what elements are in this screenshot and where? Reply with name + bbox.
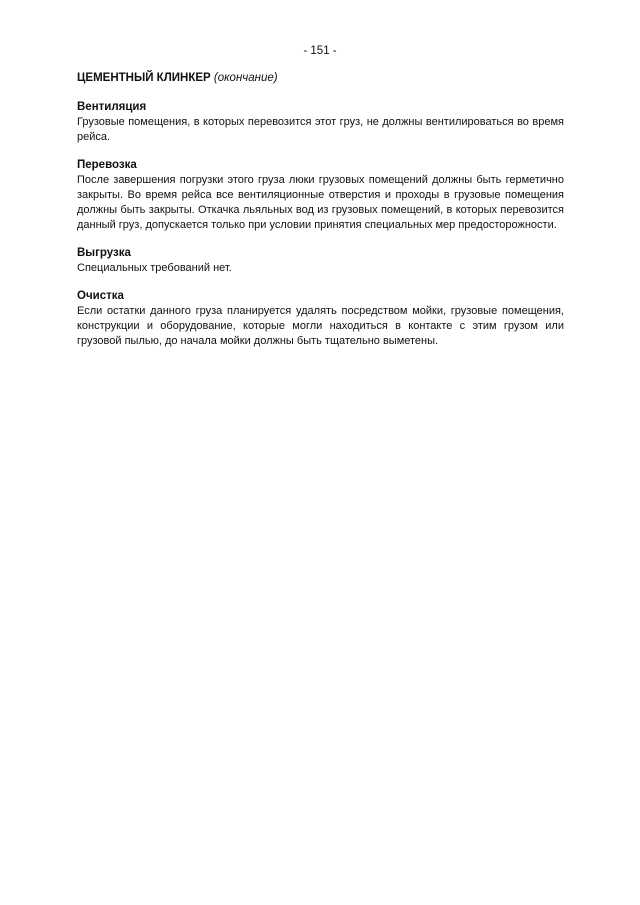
page-content <box>77 71 564 362</box>
section-transport <box>77 158 564 233</box>
section-heading: Очистка <box>77 290 124 302</box>
document-title <box>77 71 564 85</box>
section-heading: Выгрузка <box>77 247 131 259</box>
section-body: Если остатки данного груза планируется удалять посредством мойки, грузовые помещения, конструкции и оборудование, которые могли находиться в контакте с этим грузом или грузовой пылью, до начала мойки должны быть тщательно выметены. <box>77 305 564 347</box>
section-body: Грузовые помещения, в которых перевозится этот груз, не должны вентилироваться во время рейса. <box>77 116 564 143</box>
page-number: - 151 - <box>303 45 337 57</box>
section-cleaning <box>77 289 564 349</box>
section-heading: Вентиляция <box>77 101 147 113</box>
section-body: После завершения погрузки этого груза люки грузовых помещений должны быть герметично закрыты. Во время рейса все вентиляционные отверстия и проходы в грузовые помещения должны быть закрыты. Откачка льяльных вод из грузовых помещений, в которых перевозится данный груз, допускается только при условии принятия специальных мер предосторожности. <box>77 174 564 231</box>
section-ventilation <box>77 100 564 145</box>
document-title-main: ЦЕМЕНТНЫЙ КЛИНКЕР <box>77 72 211 84</box>
section-body: Специальных требований нет. <box>77 262 232 274</box>
document-title-suffix: (окончание) <box>213 72 278 84</box>
section-unloading <box>77 246 564 276</box>
section-heading: Перевозка <box>77 159 137 171</box>
